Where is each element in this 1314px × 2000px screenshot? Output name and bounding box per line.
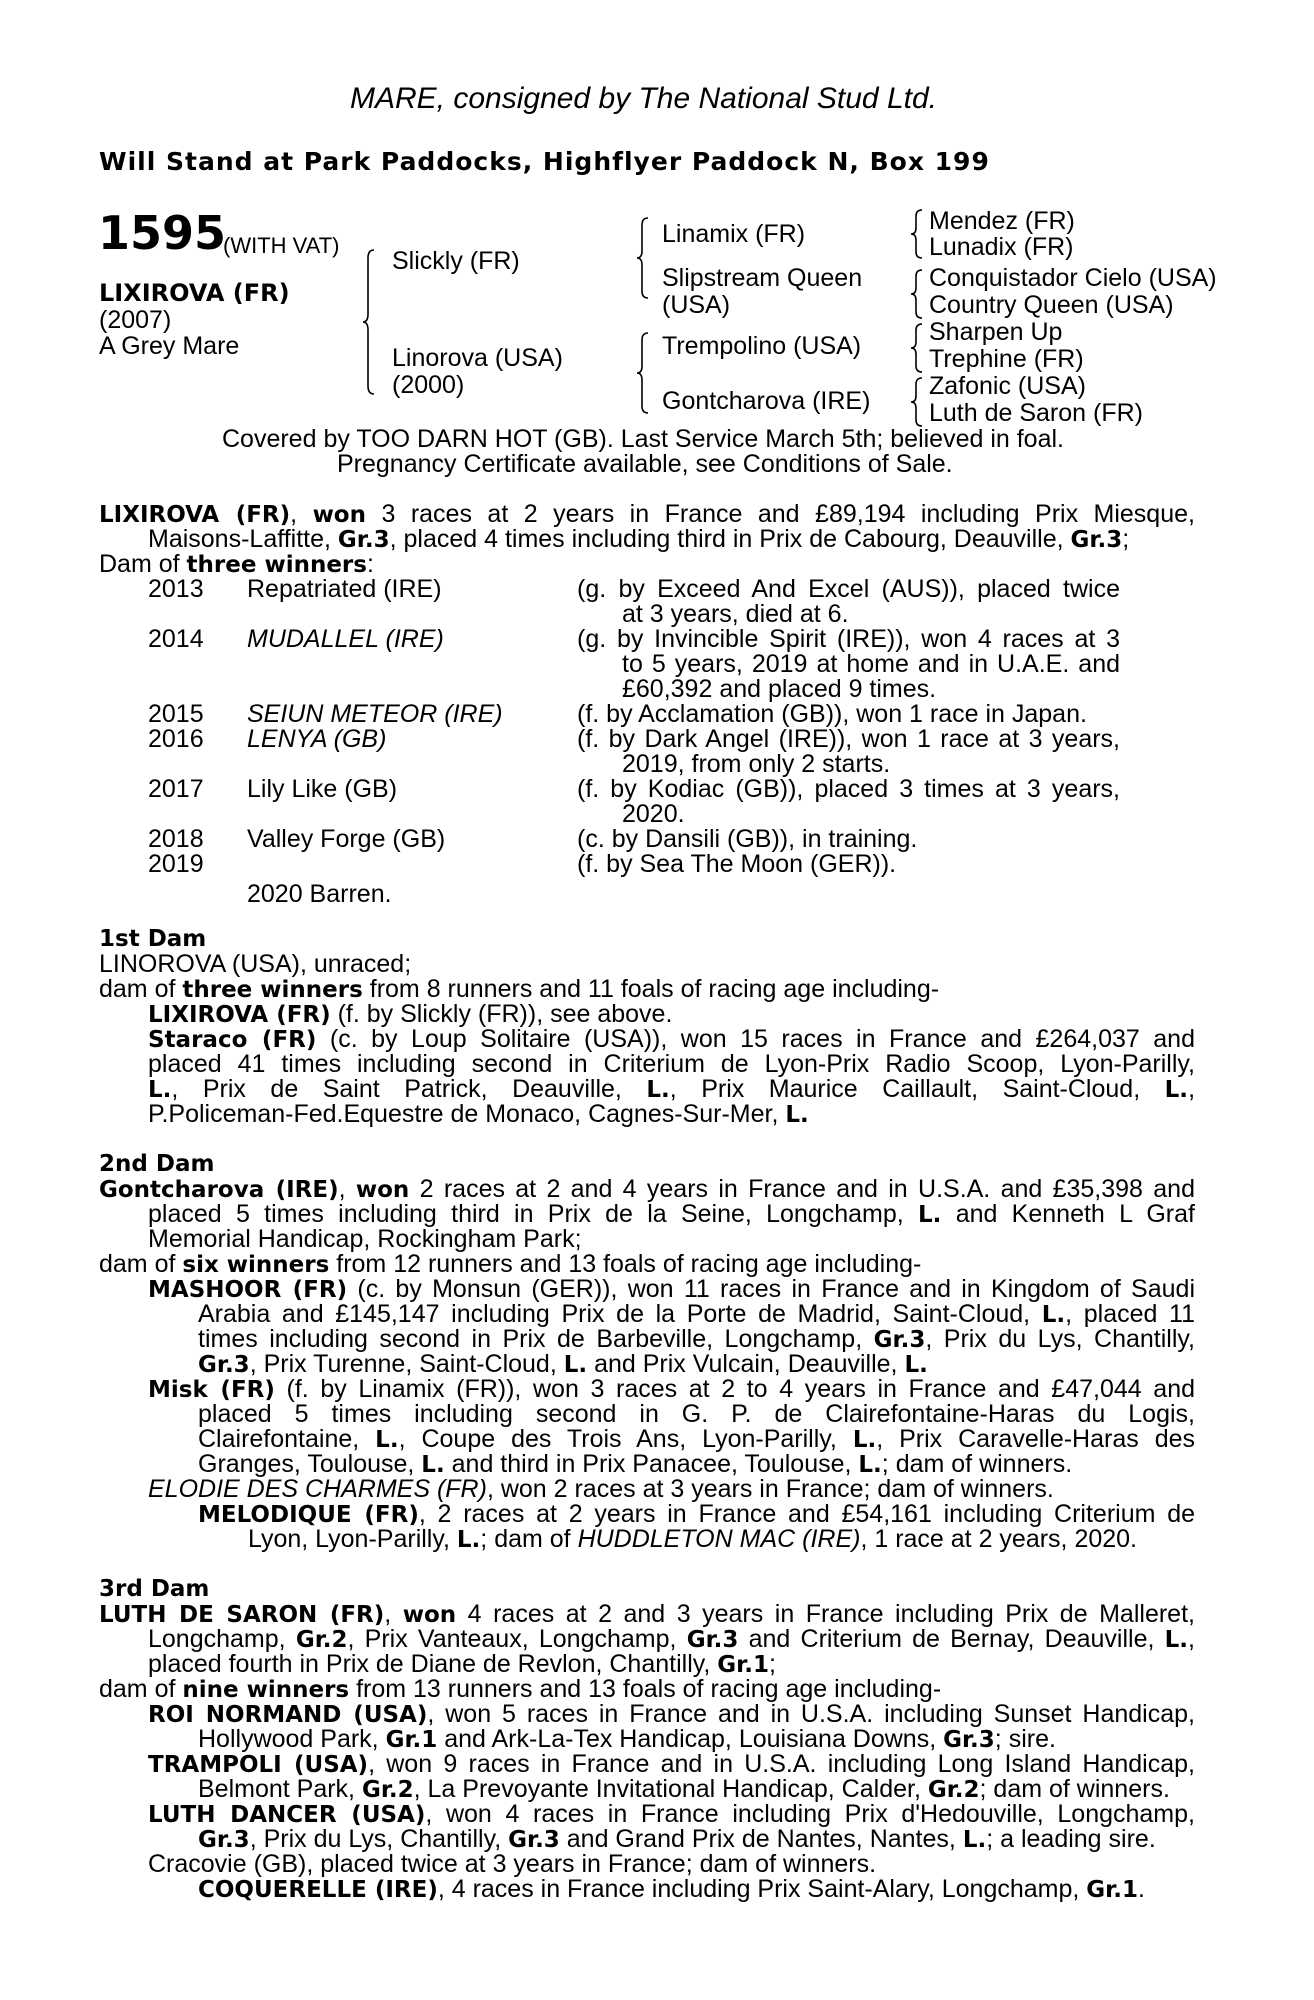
record-text: , Coupe des Trois Ans, Lyon-Parilly, bbox=[398, 1425, 853, 1453]
grade-badge: L. bbox=[904, 1352, 928, 1378]
grade-badge: L. bbox=[646, 1077, 670, 1103]
punct: , bbox=[1188, 1625, 1195, 1653]
produce-name: MUDALLEL (IRE) bbox=[247, 625, 444, 653]
sire-dam-line2: (USA) bbox=[662, 291, 731, 319]
winners-count: six winners bbox=[182, 1252, 330, 1278]
sire-dam-line1: Slipstream Queen bbox=[662, 264, 863, 292]
grade-badge: L. bbox=[375, 1427, 399, 1453]
record-text: 2 races at 2 and 4 years in France and in U.S.A. and £35,398 and bbox=[409, 1175, 1195, 1203]
horse-name: LUTH DE SARON (FR) bbox=[99, 1602, 385, 1628]
record-text: , Prix Maurice Caillault, Saint-Cloud, bbox=[669, 1075, 1165, 1103]
record-text: , won 5 races in France and in U.S.A. including Sunset Handicap, bbox=[427, 1700, 1195, 1728]
sire: Slickly (FR) bbox=[392, 247, 520, 275]
second-dam-line1: Gontcharova (IRE), won 2 races at 2 and 4 years in France and in U.S.A. and £35,398 and bbox=[99, 1175, 1195, 1203]
produce-year: 2013 bbox=[148, 575, 204, 603]
grade-badge: Gr.3 bbox=[198, 1827, 250, 1853]
melodique-line2 bbox=[248, 1527, 1137, 1553]
horse-name: LIXIROVA (FR) bbox=[99, 502, 291, 528]
record-text: Longchamp, bbox=[148, 1625, 296, 1653]
ggd-1: Lunadix (FR) bbox=[929, 233, 1074, 261]
horse-name: HUDDLETON MAC (IRE) bbox=[577, 1525, 861, 1553]
grade-badge: L. bbox=[1164, 1627, 1189, 1653]
record-text: , Prix du Lys, Chantilly, bbox=[249, 1825, 509, 1853]
lot-name: LIXIROVA (FR) bbox=[99, 279, 290, 307]
record-text: , Prix Caravelle-Haras des bbox=[876, 1425, 1196, 1453]
stand-location: Will Stand at Park Paddocks, Highflyer Paddock N, Box 199 bbox=[99, 147, 990, 176]
produce-year: 2018 bbox=[148, 825, 204, 853]
grade-badge: L. bbox=[1041, 1302, 1066, 1328]
grade-badge: Gr.3 bbox=[1070, 527, 1123, 553]
third-dam-heading: 3rd Dam bbox=[99, 1576, 210, 1602]
grade-badge: Gr.3 bbox=[198, 1352, 250, 1378]
record-text: Arabia and £145,147 including Prix de la Porte de Madrid, Saint-Cloud, bbox=[198, 1300, 1042, 1328]
produce-details: 2020. bbox=[622, 800, 685, 828]
dam: Linorova (USA) bbox=[392, 344, 563, 372]
dam-of-label: Dam of bbox=[99, 550, 187, 578]
grade-badge: L. bbox=[858, 1452, 882, 1478]
grade-badge: L. bbox=[456, 1527, 481, 1553]
record-text: ; sire. bbox=[994, 1725, 1056, 1753]
produce-details: to 5 years, 2019 at home and in U.A.E. and bbox=[622, 650, 1120, 678]
record-text: from 8 runners and 11 foals of racing age including- bbox=[362, 975, 940, 1003]
dam-dam: Gontcharova (IRE) bbox=[662, 387, 871, 415]
record-text: 3 races at 2 years in France and £89,194 including Prix Miesque, bbox=[366, 500, 1195, 528]
dam-sire: Trempolino (USA) bbox=[662, 332, 862, 360]
produce-year: 2014 bbox=[148, 625, 204, 653]
record-text: , won 4 races in France including Prix d'Hedouville, Longchamp, bbox=[425, 1800, 1195, 1828]
grade-badge: Gr.1 bbox=[385, 1727, 438, 1753]
first-dam-entry-2-line2: placed 41 times including second in Criterium de Lyon-Prix Radio Scoop, Lyon-Parilly, bbox=[148, 1050, 1195, 1078]
winners-count: three winners bbox=[182, 977, 363, 1003]
record-text: and Ark-La-Tex Handicap, Louisiana Downs, bbox=[437, 1725, 944, 1753]
record-text: Lyon, Lyon-Parilly, bbox=[248, 1525, 457, 1553]
produce-name: SEIUN METEOR (IRE) bbox=[247, 700, 503, 728]
record-text: (f. by Slickly (FR)), see above. bbox=[330, 1000, 673, 1028]
grade-badge: L. bbox=[852, 1427, 877, 1453]
record-text: from 13 runners and 13 foals of racing age including- bbox=[349, 1675, 942, 1703]
record-text: ; dam of winners. bbox=[881, 1450, 1073, 1478]
lot-year: (2007) bbox=[99, 306, 172, 334]
sire-parents-brace bbox=[636, 216, 650, 300]
record-text: ; dam of winners. bbox=[979, 1775, 1170, 1803]
ggd-3: Trephine (FR) bbox=[929, 345, 1084, 373]
record-text: , Prix de Saint Patrick, Deauville, bbox=[171, 1075, 647, 1103]
produce-details: (g. by Exceed And Excel (AUS)), placed twice bbox=[577, 575, 1120, 603]
produce-year: 2017 bbox=[148, 775, 204, 803]
horse-name: ELODIE DES CHARMES (FR) bbox=[148, 1475, 487, 1503]
record-text: and Grand Prix de Nantes, Nantes, bbox=[559, 1825, 963, 1853]
record-text: , placed 4 times including third in Prix de Cabourg, Deauville, bbox=[389, 525, 1071, 553]
record-text: P.Policeman-Fed.Equestre de Monaco, Cagnes-Sur-Mer, bbox=[148, 1100, 786, 1128]
record-text: Maisons-Laffitte, bbox=[148, 525, 338, 553]
g3-brace-2 bbox=[910, 268, 924, 320]
cracovie-line: Cracovie (GB), placed twice at 3 years in France; dam of winners. bbox=[148, 1850, 877, 1878]
winners-count: nine winners bbox=[182, 1677, 350, 1703]
record-text: , won 2 races at 3 years in France; dam of winners. bbox=[486, 1475, 1054, 1503]
record-text: , placed 11 bbox=[1065, 1300, 1195, 1328]
ggs-4: Zafonic (USA) bbox=[929, 372, 1086, 400]
horse-name: MELODIQUE (FR) bbox=[198, 1502, 419, 1528]
second-dam-heading: 2nd Dam bbox=[99, 1151, 215, 1177]
record-text: , Prix Vanteaux, Longchamp, bbox=[347, 1625, 687, 1653]
punct: : bbox=[366, 550, 374, 578]
first-dam-entry-2-line4 bbox=[148, 1102, 809, 1128]
produce-details: (f. by Acclamation (GB)), won 1 race in Japan. bbox=[577, 700, 1087, 728]
record-text: and third in Prix Panacee, Toulouse, bbox=[444, 1450, 859, 1478]
dam-of-label: dam of bbox=[99, 1250, 183, 1278]
record-text: 4 races at 2 and 3 years in France including Prix de Malleret, bbox=[456, 1600, 1195, 1628]
record-text: Hollywood Park, bbox=[198, 1725, 386, 1753]
coquerelle-line bbox=[198, 1877, 1145, 1903]
grade-badge: Gr.2 bbox=[295, 1627, 348, 1653]
winners-count: three winners bbox=[186, 552, 367, 578]
grade-badge: Gr.3 bbox=[873, 1327, 926, 1353]
second-dam-line3: Memorial Handicap, Rockingham Park; bbox=[148, 1225, 582, 1253]
produce-details: £60,392 and placed 9 times. bbox=[622, 675, 937, 703]
grade-badge: L. bbox=[148, 1077, 172, 1103]
grade-badge: Gr.2 bbox=[361, 1777, 414, 1803]
sire-sire: Linamix (FR) bbox=[662, 220, 806, 248]
dam-year: (2000) bbox=[392, 371, 465, 399]
produce-year: 2016 bbox=[148, 725, 204, 753]
horse-name: TRAMPOLI (USA) bbox=[148, 1752, 369, 1778]
page-title: MARE, consigned by The National Stud Ltd. bbox=[350, 82, 937, 115]
g3-brace-1 bbox=[910, 208, 924, 260]
record-text: , 4 races in France including Prix Saint-Alary, Longchamp, bbox=[437, 1875, 1087, 1903]
punct: ; bbox=[768, 1650, 776, 1678]
record-text: Clairefontaine, bbox=[198, 1425, 376, 1453]
dam-of-label: dam of bbox=[99, 1675, 183, 1703]
dam-of-label: dam of bbox=[99, 975, 183, 1003]
grade-badge: L. bbox=[563, 1352, 588, 1378]
produce-details: (c. by Dansili (GB)), in training. bbox=[577, 825, 918, 853]
punct: , bbox=[1188, 1075, 1196, 1103]
record-text: , won 9 races in France and in U.S.A. including Long Island Handicap, bbox=[368, 1750, 1195, 1778]
third-dam-line1: LUTH DE SARON (FR), won 4 races at 2 and 3 years in France including Prix de Malleret, bbox=[99, 1600, 1195, 1628]
vat-label: (WITH VAT) bbox=[223, 233, 340, 258]
horse-name: Gontcharova (IRE) bbox=[99, 1177, 339, 1203]
record-text: and Prix Vulcain, Deauville, bbox=[587, 1350, 905, 1378]
won-label: won bbox=[402, 1602, 457, 1628]
record-text: , Prix du Lys, Chantilly, bbox=[925, 1325, 1196, 1353]
produce-details: (f. by Dark Angel (IRE)), won 1 race at 3 years, bbox=[577, 725, 1120, 753]
sire-dam-brace bbox=[362, 248, 376, 396]
lot-description: A Grey Mare bbox=[99, 332, 240, 360]
horse-name: LIXIROVA (FR) bbox=[148, 1002, 331, 1028]
grade-badge: Gr.3 bbox=[686, 1627, 739, 1653]
record-text: , 2 races at 2 years in France and £54,161 including Criterium de bbox=[418, 1500, 1195, 1528]
won-label: won bbox=[312, 502, 366, 528]
record-text: , La Prevoyante Invitational Handicap, Calder, bbox=[413, 1775, 928, 1803]
horse-name: COQUERELLE (IRE) bbox=[198, 1877, 438, 1903]
record-text: , 1 race at 2 years, 2020. bbox=[860, 1525, 1138, 1553]
horse-name: MASHOOR (FR) bbox=[148, 1277, 348, 1303]
g3-brace-3 bbox=[910, 322, 924, 374]
record-text: (c. by Monsun (GER)), won 11 races in France and in Kingdom of Saudi bbox=[347, 1275, 1195, 1303]
grade-badge: L. bbox=[1164, 1077, 1189, 1103]
grade-badge: L. bbox=[785, 1102, 809, 1128]
horse-name: ROI NORMAND (USA) bbox=[148, 1702, 428, 1728]
grade-badge: Gr.3 bbox=[943, 1727, 995, 1753]
lixirova-record-line2 bbox=[148, 527, 1129, 553]
covered-line-2: Pregnancy Certificate available, see Conditions of Sale. bbox=[337, 450, 953, 478]
ggd-4: Luth de Saron (FR) bbox=[929, 399, 1143, 427]
record-text: placed fourth in Prix de Diane de Revlon, Chantilly, bbox=[148, 1650, 718, 1678]
produce-details: (f. by Sea The Moon (GER)). bbox=[577, 850, 897, 878]
covered-line-1: Covered by TOO DARN HOT (GB). Last Service March 5th; believed in foal. bbox=[222, 425, 1064, 453]
record-text: from 12 runners and 13 foals of racing age including- bbox=[329, 1250, 922, 1278]
record-text: and Criterium de Bernay, Deauville, bbox=[738, 1625, 1165, 1653]
won-label: won bbox=[355, 1177, 410, 1203]
record-text: placed 5 times including third in Prix de la Seine, Longchamp, bbox=[148, 1200, 918, 1228]
produce-details: at 3 years, died at 6. bbox=[622, 600, 849, 628]
barren-note: 2020 Barren. bbox=[247, 880, 392, 908]
horse-name: Staraco (FR) bbox=[148, 1027, 317, 1053]
dam-parents-brace bbox=[636, 331, 650, 415]
produce-name: LENYA (GB) bbox=[247, 725, 387, 753]
produce-details: (f. by Kodiac (GB)), placed 3 times at 3 years, bbox=[577, 775, 1120, 803]
elodie-line bbox=[148, 1477, 1054, 1502]
first-dam-heading: 1st Dam bbox=[99, 926, 207, 952]
produce-year: 2019 bbox=[148, 850, 204, 878]
record-text: ; dam of bbox=[480, 1525, 578, 1553]
record-text: and Kenneth L Graf bbox=[941, 1200, 1195, 1228]
record-text: Belmont Park, bbox=[198, 1775, 362, 1803]
horse-name: Misk (FR) bbox=[148, 1377, 275, 1403]
produce-year: 2015 bbox=[148, 700, 204, 728]
record-text: times including second in Prix de Barbeville, Longchamp, bbox=[198, 1325, 874, 1353]
punct: ; bbox=[1122, 525, 1130, 553]
misk-line2: placed 5 times including second in G. P. de Clairefontaine-Haras du Logis, bbox=[198, 1400, 1195, 1428]
grade-badge: Gr.1 bbox=[717, 1652, 769, 1678]
produce-details: 2019, from only 2 starts. bbox=[622, 750, 891, 778]
punct: . bbox=[1137, 1875, 1145, 1903]
grade-badge: L. bbox=[962, 1827, 987, 1853]
ggs-3: Sharpen Up bbox=[929, 318, 1063, 346]
grade-badge: L. bbox=[918, 1202, 942, 1228]
lot-number: 1595 bbox=[98, 206, 227, 260]
horse-name: LUTH DANCER (USA) bbox=[148, 1802, 426, 1828]
produce-name: Valley Forge (GB) bbox=[247, 825, 446, 853]
grade-badge: Gr.2 bbox=[927, 1777, 980, 1803]
grade-badge: L. bbox=[421, 1452, 445, 1478]
record-text: ; a leading sire. bbox=[986, 1825, 1156, 1853]
grade-badge: Gr.1 bbox=[1086, 1877, 1138, 1903]
produce-name: Lily Like (GB) bbox=[247, 775, 398, 803]
record-text: (f. by Linamix (FR)), won 3 races at 2 to 4 years in France and £47,044 and bbox=[274, 1375, 1195, 1403]
produce-name: Repatriated (IRE) bbox=[247, 575, 442, 603]
g3-brace-4 bbox=[910, 376, 924, 428]
ggs-2: Conquistador Cielo (USA) bbox=[929, 264, 1217, 292]
produce-details: (g. by Invincible Spirit (IRE)), won 4 races at 3 bbox=[577, 625, 1120, 653]
first-dam-line1: LINOROVA (USA), unraced; bbox=[99, 950, 412, 978]
ggd-2: Country Queen (USA) bbox=[929, 291, 1174, 319]
ggs-1: Mendez (FR) bbox=[929, 207, 1075, 235]
lixirova-record-line1: LIXIROVA (FR), won 3 races at 2 years in France and £89,194 including Prix Miesque, bbox=[99, 500, 1195, 528]
record-text: , Prix Turenne, Saint-Cloud, bbox=[249, 1350, 564, 1378]
record-text: (c. by Loup Solitaire (USA)), won 15 races in France and £264,037 and bbox=[316, 1025, 1195, 1053]
grade-badge: Gr.3 bbox=[508, 1827, 560, 1853]
grade-badge: Gr.3 bbox=[337, 527, 390, 553]
record-text: Granges, Toulouse, bbox=[198, 1450, 422, 1478]
